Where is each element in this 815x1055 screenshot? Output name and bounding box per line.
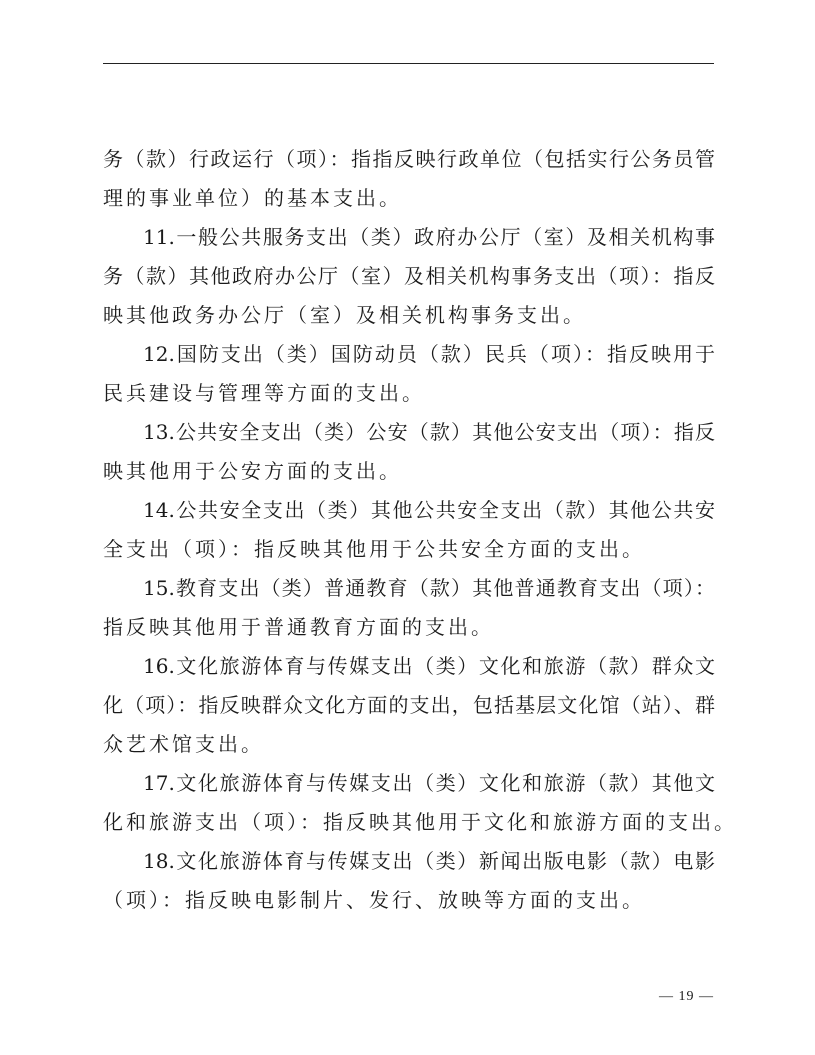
text-line: 12.国防支出（类）国防动员（款）民兵（项）：指反映用于 (143, 342, 715, 366)
text-line: 务（款）其他政府办公厅（室）及相关机构事务支出（项）：指反 (103, 264, 715, 288)
text-line: 务（款）行政运行（项）：指指反映行政单位（包括实行公务员管 (103, 147, 715, 171)
paragraph-13 (103, 413, 715, 491)
header-rule (103, 63, 714, 64)
text-line: （项）：指反映电影制片、发行、放映等方面的支出。 (103, 888, 645, 912)
text-line: 化和旅游支出（项）：指反映其他用于文化和旅游方面的支出。 (103, 810, 737, 834)
text-line: 映其他政务办公厅（室）及相关机构事务支出。 (103, 303, 586, 327)
document-body (103, 140, 737, 920)
text-line: 17.文化旅游体育与传媒支出（类）文化和旅游（款）其他文 (143, 771, 715, 795)
text-line: 11.一般公共服务支出（类）政府办公厅（室）及相关机构事 (143, 225, 715, 249)
text-line: 民兵建设与管理等方面的支出。 (103, 381, 425, 405)
text-line: 14.公共安全支出（类）其他公共安全支出（款）其他公共安 (143, 498, 715, 522)
text-line: 理的事业单位）的基本支出。 (103, 186, 402, 210)
text-line: 指反映其他用于普通教育方面的支出。 (103, 615, 494, 639)
text-line: 映其他用于公安方面的支出。 (103, 459, 402, 483)
text-line: 13.公共安全支出（类）公安（款）其他公安支出（项）：指反 (143, 420, 715, 444)
paragraph-17 (103, 764, 737, 842)
paragraph-18 (103, 842, 715, 920)
paragraph-15 (103, 569, 715, 647)
text-line: 全支出（项）：指反映其他用于公共安全方面的支出。 (103, 537, 645, 561)
text-line: 15.教育支出（类）普通教育（款）其他普通教育支出（项）： (143, 576, 715, 600)
text-line: 众艺术馆支出。 (103, 732, 264, 756)
paragraph-12 (103, 335, 715, 413)
text-line: 化（项）：指反映群众文化方面的支出，包括基层文化馆（站）、群 (103, 693, 715, 717)
text-line: 16.文化旅游体育与传媒支出（类）文化和旅游（款）群众文 (143, 654, 715, 678)
text-line: 18.文化旅游体育与传媒支出（类）新闻出版电影（款）电影 (143, 849, 715, 873)
page-number: — 19 — (659, 989, 714, 1004)
paragraph-14 (103, 491, 715, 569)
paragraph-10-continued (103, 140, 715, 218)
paragraph-16 (103, 647, 715, 764)
paragraph-11 (103, 218, 715, 335)
